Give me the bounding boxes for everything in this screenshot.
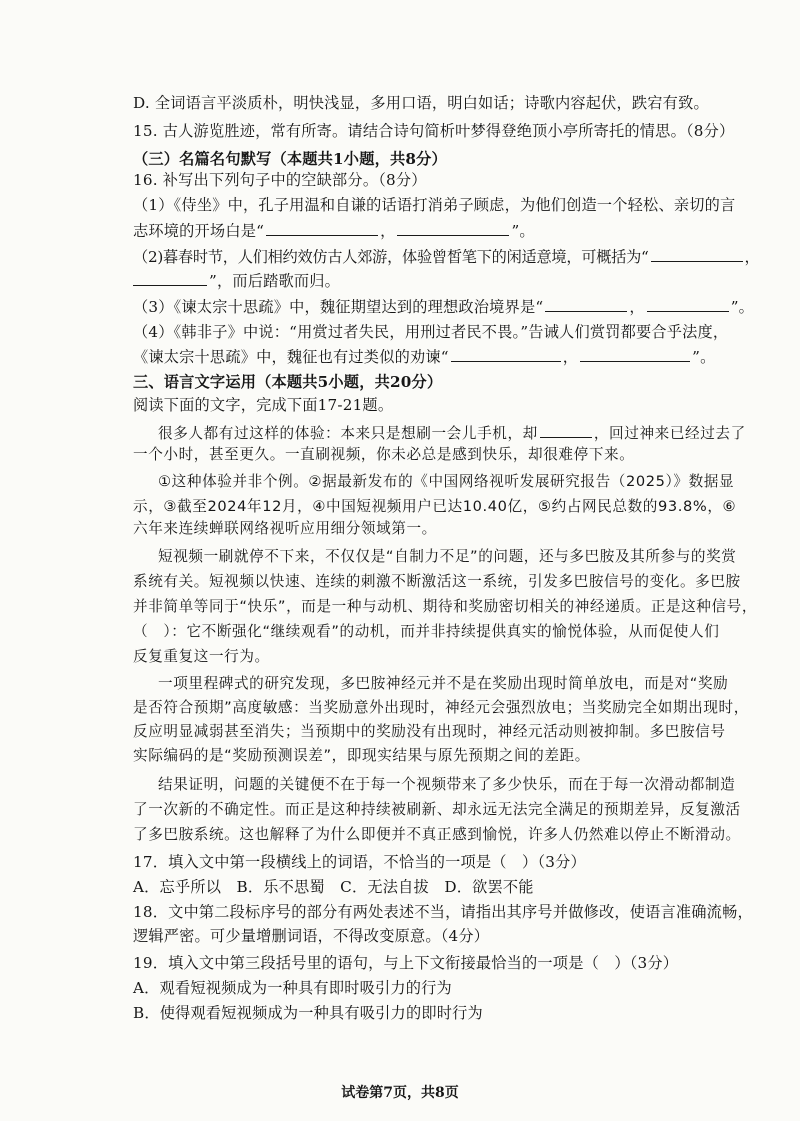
section-3-heading: （三）名篇名句默写（本题共1小题，共8分） [133,150,447,168]
question-15: 15. 古人游览胜迹，常有所寄。请结合诗句简析叶梦得登绝顶小亭所寄托的情思。（8分） [133,122,735,140]
part-3-heading: 三、语言文字运用（本题共5小题，共20分） [133,373,443,391]
page-footer: 试卷第7页，共8页 [341,1085,459,1101]
answer-blank[interactable] [545,297,627,312]
close-quote: ”。 [692,348,716,366]
q16-item2-line2 [133,271,340,291]
q16-item2-line1 [133,247,759,267]
comma: ， [562,348,579,366]
option-d-line: D. 全词语言平淡质朴，明快浅显，多用口语，明白如话；诗歌内容起伏，跌宕有致。 [133,94,709,112]
reading-instruction: 阅读下面的文字，完成下面17-21题。 [133,396,394,414]
q16-item3-text: （3）《谏太宗十思疏》中，魏征期望达到的理想政治境界是“ [133,298,544,316]
q16-item1-line2 [133,221,535,241]
passage-p2-line3: 六年来连续蝉联网络视听应用细分领域第一。 [133,520,437,537]
passage-p4-line1: 一项里程碑式的研究发现，多巴胺神经元并不是在奖励出现时简单放电，而是对“奖励 [158,675,729,692]
question-19-option-b: B．使得观看短视频成为一种具有吸引力的即时行为 [133,1004,483,1022]
answer-blank[interactable] [451,347,561,362]
q16-item1-line1: （1）《侍坐》中，孔子用温和自谦的话语打消弟子顾虑，为他们创造一个轻松、亲切的言 [133,196,736,214]
answer-blank[interactable] [540,423,592,438]
q16-item1-text: 志环境的开场白是“ [133,222,265,240]
q16-item2-tail: ”，而后踏歌而归。 [209,272,341,290]
passage-p2-line2: 示，③截至2024年12月，④中国短视频用户已达10.40亿，⑤约占网民总数的93.8%，⑥ [133,498,737,515]
close-quote: ”。 [730,298,755,316]
passage-p5-line2: 了一次新的不确定性。而正是这种持续被刷新、却永远无法完全满足的预期差异，反复激活 [133,801,741,818]
passage-p5-line1: 结果证明，问题的关键便不在于每一个视频带来了多少快乐，而在于每一次滑动都制造 [158,776,736,793]
passage-p4-line3: 反应明显减弱甚至消失；当预期中的奖励没有出现时，神经元活动则被抑制。多巴胺信号 [133,723,726,740]
answer-blank[interactable] [647,297,729,312]
passage-p1-line1 [158,423,746,444]
q16-item4-line2 [133,347,715,367]
passage-p3-line3: 并非简单等同于“快乐”，而是一种与动机、期待和奖励密切相关的神经递质。正是这种信号， [133,598,758,615]
question-18-line1: 18．文中第二段标序号的部分有两处表述不当，请指出其序号并做修改，使语言准确流畅， [133,903,753,921]
passage-p1-line2: 一个小时，甚至更久。一直刷视频，你未必总是感到快乐，却很难停下来。 [133,446,635,463]
passage-p3-line2: 系统有关。短视频以快速、连续的刺激不断激活这一系统，引发多巴胺信号的变化。多巴胺 [133,573,741,590]
q16-item3 [133,297,754,317]
passage-p4-line2: 是否符合预期”高度敏感：当奖励意外出现时，神经元会强烈放电；当奖励完全如期出现时， [133,699,749,716]
passage-text: ，回过神来已经过去了 [593,425,746,442]
close-quote: ”。 [511,222,535,240]
comma: ， [744,248,760,266]
passage-p3-line1: 短视频一刷就停不下来，不仅仅是“自制力不足”的问题，还与多巴胺及其所参与的奖赏 [158,548,737,565]
passage-text: 很多人都有过这样的体验：本来只是想刷一会儿手机，却 [158,425,538,442]
passage-p3-line5: 反复重复这一行为。 [133,648,270,665]
passage-p4-line4: 实际编码的是“奖励预测误差”，即现实结果与原先预期之间的差距。 [133,747,590,764]
question-19-option-a: A．观看短视频成为一种具有即时吸引力的行为 [133,979,452,997]
q16-item4-text: 《谏太宗十思疏》中，魏征也有过类似的劝谏“ [133,348,449,366]
question-18-line2: 逻辑严密。可少量增删词语，不得改变原意。（4分） [133,927,490,945]
question-19: 19．填入文中第三段括号里的语句，与上下文衔接最恰当的一项是（ ）（3分） [133,954,679,972]
question-16: 16. 补写出下列句子中的空缺部分。（8分） [133,171,427,189]
comma: ， [629,298,645,316]
answer-blank[interactable] [266,221,378,236]
passage-p5-line3: 了多巴胺系统。这也解释了为什么即便并不真正感到愉悦，许多人仍然难以停止不断滑动。 [133,826,741,843]
answer-blank[interactable] [397,221,509,236]
passage-p3-line4: （ ）：它不断强化“继续观看”的动机，而并非持续提供真实的愉悦体验，从而促使人们 [133,623,720,640]
question-17-options: A．忘乎所以 B．乐不思蜀 C．无法自拔 D．欲罢不能 [133,878,534,896]
q16-item2-text: （2)暮春时节，人们相约效仿古人郊游，体验曾皙笔下的闲适意境，可概括为“ [133,248,649,266]
comma: ， [380,222,396,240]
question-17: 17．填入文中第一段横线上的词语，不恰当的一项是（ ）（3分） [133,853,586,871]
passage-p2-line1: ①这种体验并非个例。②据最新发布的《中国网络视听发展研究报告（2025）》数据显 [158,473,735,490]
answer-blank[interactable] [580,347,690,362]
q16-item4-line1: （4）《韩非子》中说：“用赏过者失民，用刑过者民不畏。”告诫人们赏罚都要合乎法度， [133,323,729,341]
answer-blank[interactable] [133,271,207,286]
answer-blank[interactable] [651,247,743,262]
